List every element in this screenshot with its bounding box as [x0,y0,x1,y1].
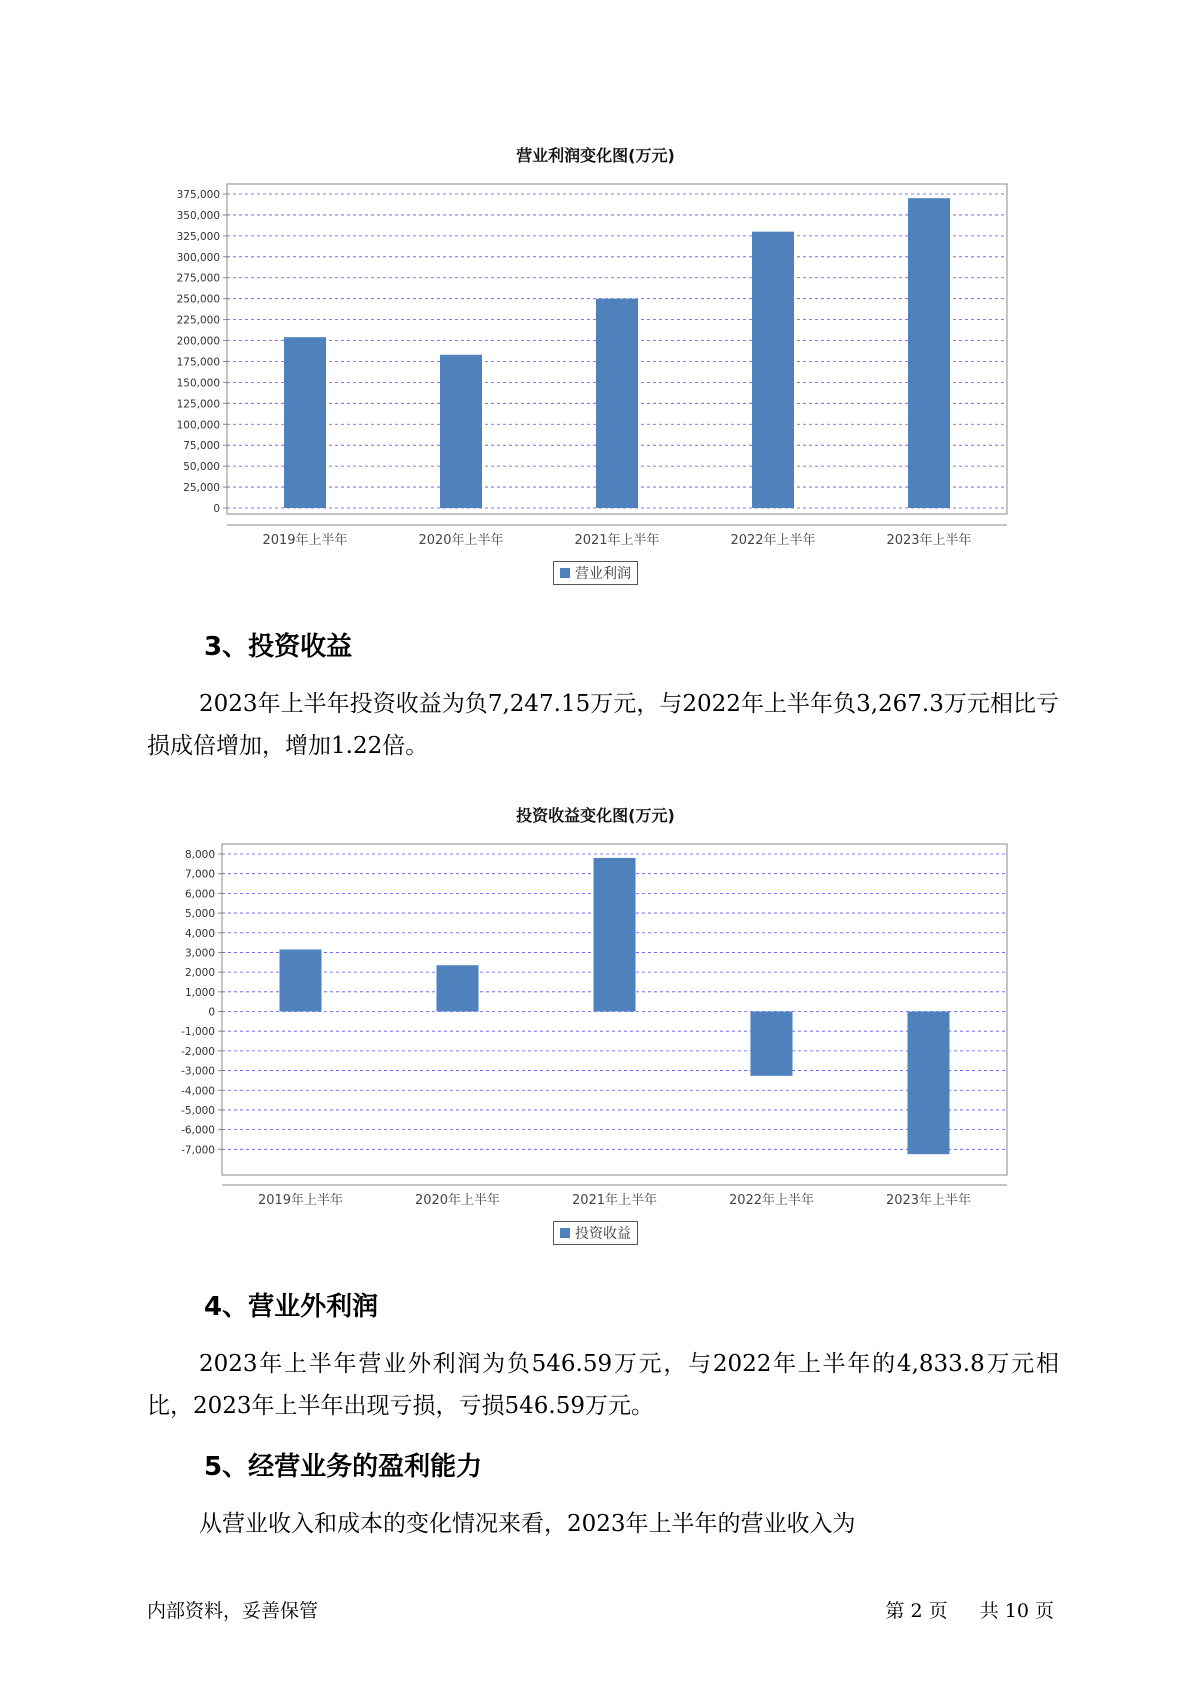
y-tick-label: 4,000 [184,927,215,940]
total-pages: 10 [1004,1600,1029,1622]
footer-page-counter [885,1596,1054,1623]
page-unit: 页 [928,1600,948,1622]
y-tick-label: 50,000 [183,461,220,474]
chart-title-operating-profit: 营业利润变化图(万元) [516,146,675,165]
y-tick-label: 350,000 [176,209,220,222]
y-tick-label: 300,000 [176,251,220,264]
chart-operating-profit [0,170,1191,550]
bar [437,965,479,1011]
x-tick-label: 2020年上半年 [414,1193,501,1208]
bar [908,1012,950,1155]
x-tick-label: 2019年上半年 [262,533,348,548]
paragraph-non-operating-profit: 2023年上半年营业外利润为负546.59万元，与2022年上半年的4,833.8万元相比，2023年上半年出现亏损，亏损546.59万元。 [147,1351,1059,1419]
x-tick-label: 2022年上半年 [728,1193,815,1208]
bar [751,1012,793,1076]
y-tick-label: 150,000 [176,377,220,390]
y-tick-label: 6,000 [184,888,215,901]
x-tick-label: 2021年上半年 [574,533,660,548]
legend-swatch [560,1228,570,1238]
bar [280,949,322,1011]
legend-swatch [560,568,570,578]
y-tick-label: 2,000 [184,967,215,980]
legend-label: 投资收益 [575,1226,631,1242]
y-tick-label: 200,000 [176,335,220,348]
bar [440,355,482,508]
page-prefix: 第 [885,1600,905,1622]
total-prefix: 共 [979,1600,999,1622]
x-tick-label: 2019年上半年 [257,1193,344,1208]
y-tick-label: -2,000 [181,1045,215,1058]
y-tick-label: 0 [208,1006,215,1019]
y-tick-label: 5,000 [184,908,215,921]
y-tick-label: 125,000 [176,398,220,411]
y-tick-label: 275,000 [176,272,220,285]
y-tick-label: -3,000 [181,1065,215,1078]
chart-title-investment-income: 投资收益变化图(万元) [516,806,675,825]
y-tick-label: 175,000 [176,356,220,369]
y-tick-label: 7,000 [184,868,215,881]
y-tick-label: 325,000 [176,230,220,243]
section-heading-non-operating-profit: 4、营业外利润 [204,1292,379,1322]
y-tick-label: 75,000 [183,440,220,453]
y-tick-label: 3,000 [184,947,215,960]
section-heading-investment-income: 3、投资收益 [204,632,353,662]
y-tick-label: 225,000 [176,314,220,327]
x-tick-label: 2022年上半年 [730,533,816,548]
chart-legend-operating-profit [553,561,638,585]
bar [908,198,950,508]
bar [596,299,638,508]
y-tick-label: 8,000 [184,849,215,861]
y-tick-label: 1,000 [184,986,215,999]
chart-investment-income [0,830,1191,1210]
y-tick-label: 250,000 [176,293,220,306]
chart-legend-investment-income [553,1221,638,1245]
page-number: 2 [910,1600,923,1622]
section-heading-profitability: 5、经营业务的盈利能力 [204,1452,483,1482]
y-tick-label: -7,000 [181,1144,215,1157]
y-tick-label: -5,000 [181,1104,215,1117]
x-tick-label: 2023年上半年 [885,1193,972,1208]
x-tick-label: 2020年上半年 [418,533,504,548]
paragraph-profitability: 从营业收入和成本的变化情况来看，2023年上半年的营业收入为 [199,1511,856,1537]
x-tick-label: 2021年上半年 [571,1193,658,1208]
y-tick-label: 0 [213,503,220,515]
legend-label: 营业利润 [575,566,631,582]
y-tick-label: -4,000 [181,1085,215,1098]
bar [284,337,326,508]
bar [594,858,636,1012]
bar [752,232,794,508]
total-unit: 页 [1034,1600,1054,1622]
y-tick-label: -6,000 [181,1124,215,1137]
y-tick-label: 25,000 [183,482,220,495]
y-tick-label: -1,000 [181,1026,215,1039]
footer-confidential-note: 内部资料，妥善保管 [147,1600,319,1622]
x-tick-label: 2023年上半年 [886,533,972,548]
paragraph-investment-income: 2023年上半年投资收益为负7,247.15万元，与2022年上半年负3,267.3万元相比亏损成倍增加，增加1.22倍。 [147,691,1059,759]
y-tick-label: 100,000 [176,419,220,432]
y-tick-label: 375,000 [176,189,220,201]
